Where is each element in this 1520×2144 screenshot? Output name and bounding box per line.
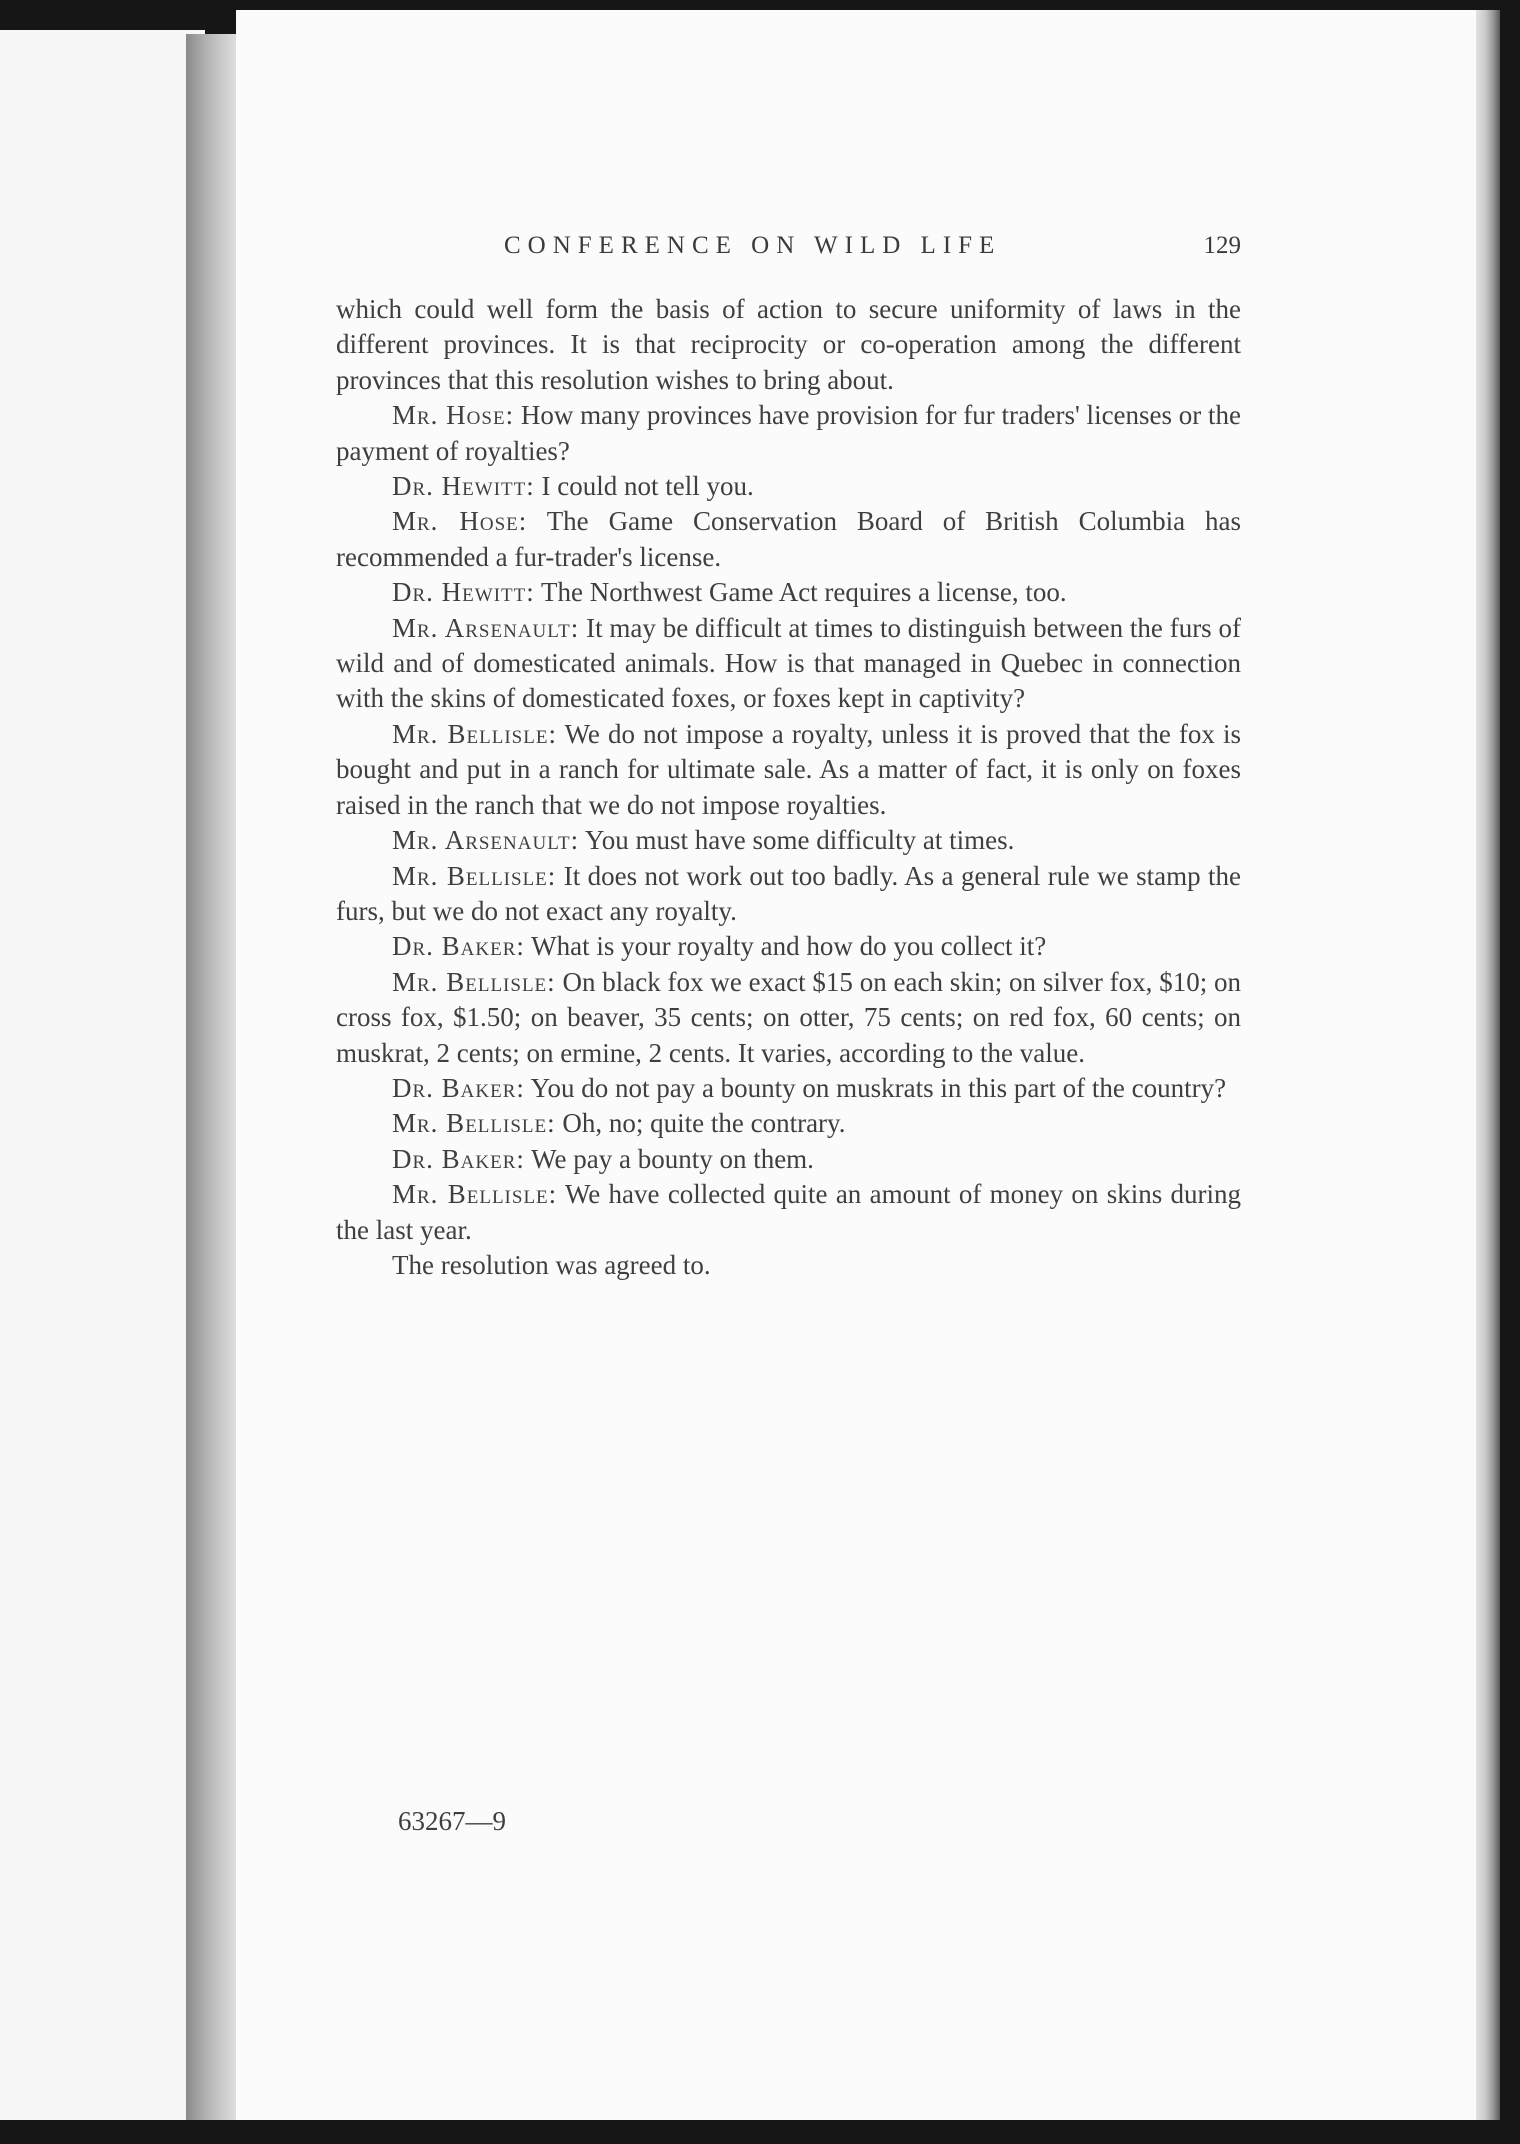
paragraph-text: It may be difficult at times to distinguish between the furs of wild and of domesticated animals. How is that managed in Quebec in connection with the skins of domesticated foxes, or foxes kept in captivity? xyxy=(336,612,1242,714)
paragraph xyxy=(336,611,1241,717)
paragraph-text: How many provinces have provision for fur traders' licenses or the payment of royalties? xyxy=(336,400,1242,466)
speaker: Mr. Bellisle: xyxy=(392,1179,558,1210)
facing-page xyxy=(0,30,205,2120)
paragraph-text: The Northwest Game Act requires a license, too. xyxy=(541,577,1067,608)
body-text xyxy=(336,292,1241,1283)
speaker: Mr. Hose: xyxy=(392,506,528,537)
paragraph xyxy=(336,717,1241,823)
paragraph-text: It does not work out too badly. As a general rule we stamp the furs, but we do not exact any royalty. xyxy=(336,860,1242,926)
paragraph xyxy=(336,1071,1241,1106)
paragraph xyxy=(336,859,1241,930)
speaker: Mr. Bellisle: xyxy=(392,1108,556,1139)
paragraph-text: Oh, no; quite the contrary. xyxy=(562,1108,846,1139)
paragraph-text: The resolution was agreed to. xyxy=(392,1249,711,1280)
paragraph xyxy=(336,1142,1241,1177)
paragraph-text: What is your royalty and how do you collect it? xyxy=(531,931,1047,962)
paragraph-text: You do not pay a bounty on muskrats in this part of the country? xyxy=(530,1072,1227,1103)
paragraph-text: The Game Conservation Board of British Columbia has recommended a fur-trader's license. xyxy=(336,506,1242,572)
paragraph-text: On black fox we exact $15 on each skin; on silver fox, $10; on cross fox, $1.50; on beaver, 35 cents; on otter, 75 cents; on red fox, 60 cents; on muskrat, 2 cents; on ermine, 2 cents. It varies, according to the value. xyxy=(336,966,1241,1068)
speaker: Mr. Bellisle: xyxy=(392,966,556,997)
paragraph xyxy=(336,504,1241,575)
speaker: Dr. Hewitt: xyxy=(392,577,535,608)
speaker: Dr. Baker: xyxy=(392,1072,525,1103)
paragraph-text: I could not tell you. xyxy=(541,471,754,502)
speaker: Dr. Hewitt: xyxy=(392,471,535,502)
signature-mark: 63267—9 xyxy=(398,1806,506,1836)
speaker: Mr. Arsenault: xyxy=(392,612,580,643)
paragraph xyxy=(336,292,1241,398)
speaker: Dr. Baker: xyxy=(392,931,525,962)
paragraph-text: We have collected quite an amount of money on skins during the last year. xyxy=(336,1179,1242,1245)
paragraph xyxy=(336,469,1241,504)
paragraph-text: You must have some difficulty at times. xyxy=(584,825,1015,856)
speaker: Mr. Bellisle: xyxy=(392,860,557,891)
paragraph xyxy=(336,1177,1241,1248)
paragraph xyxy=(336,575,1241,610)
page-number: 129 xyxy=(1203,232,1241,259)
paragraph xyxy=(336,965,1241,1071)
paragraph-text: We do not impose a royalty, unless it is proved that the fox is bought and put in a ranch for ultimate sale. As a matter of fact, it is only on foxes raised in the ranch that we do not impose royalties. xyxy=(336,718,1242,820)
speaker: Mr. Arsenault: xyxy=(392,825,580,856)
speaker: Dr. Baker: xyxy=(392,1143,525,1174)
paragraph xyxy=(336,1248,1241,1283)
page-edge xyxy=(1476,10,1500,2120)
speaker: Mr. Hose: xyxy=(392,400,515,431)
paragraph xyxy=(336,1106,1241,1141)
running-title: CONFERENCE ON WILD LIFE xyxy=(504,232,1002,259)
speaker: Mr. Bellisle: xyxy=(392,718,557,749)
paragraph-text: We pay a bounty on them. xyxy=(531,1143,814,1174)
paragraph-text: which could well form the basis of action to secure uniformity of laws in the different provinces. It is that reciprocity or co-operation among the different provinces that this resolution wishes to bring about. xyxy=(336,294,1241,395)
paragraph xyxy=(336,823,1241,858)
running-header xyxy=(336,232,1241,272)
paragraph xyxy=(336,398,1241,469)
paragraph xyxy=(336,929,1241,964)
